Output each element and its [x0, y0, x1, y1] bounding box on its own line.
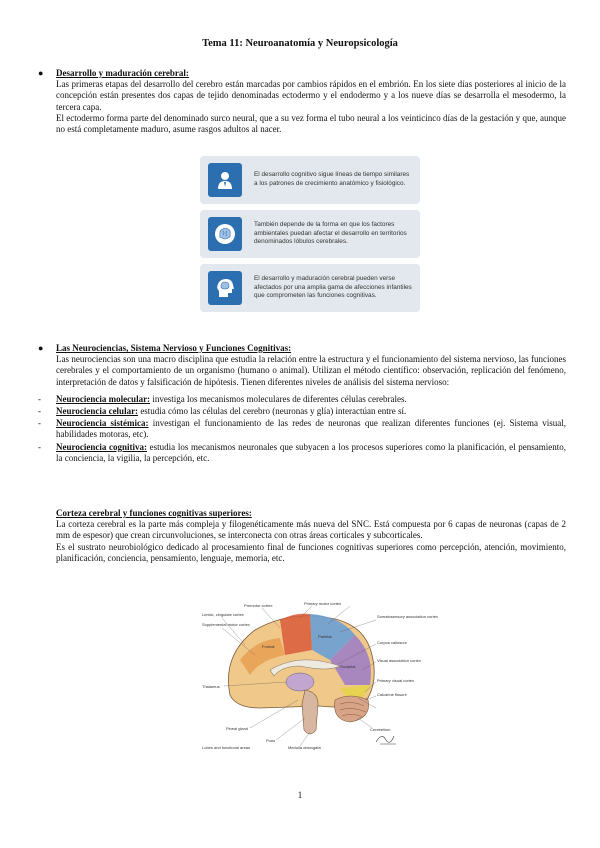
label-pons: Pons: [266, 738, 276, 743]
brain-diagram: [200, 600, 438, 750]
info-card: [200, 210, 420, 258]
page-number: 1: [297, 790, 303, 800]
paragraph: Las neurociencias son una macro disciplina que estudia la relación entre la estructura y el funcionamiento del sistema nervioso, las funciones cerebrales y el comportamiento de un organismo (humano o animal). Utilizan el método científico: observación, replicación del fenómeno, interpretación de datos y falsificación de hipótesis. Tienen diferentes niveles de análisis del sistema nervioso:: [56, 354, 566, 387]
info-card: [200, 156, 420, 204]
brainstem: [302, 690, 318, 734]
section-neuroscience: [38, 343, 566, 465]
dash-marker: -: [38, 418, 41, 429]
neuroscience-levels-list: [38, 394, 566, 464]
cerebellum: [335, 696, 369, 722]
list-term: Neurociencia celular:: [56, 406, 139, 417]
person-icon: [208, 163, 242, 197]
dash-marker: -: [38, 393, 41, 404]
label-somatosensory: Somatosensory association cortex: [377, 614, 438, 619]
section-heading-row: [38, 508, 566, 519]
label-parietal: Parietal: [318, 634, 332, 639]
section-heading-row: [38, 68, 566, 79]
section-development: [38, 68, 566, 135]
list-item: [38, 406, 566, 417]
label-primary-visual: Primary visual cortex: [377, 678, 415, 683]
motor-cortex: [280, 614, 312, 655]
card-text: El desarrollo y maduración cerebral pueden verse afectados por una amplia gama de afecciones infantiles que comprometen las funciones cognitivas.: [254, 275, 412, 300]
paragraph: Es el sustrato neurobiológico dedicado al procesamiento final de funciones cognitivas superiores como percepción, atención, movimiento, planificación, conciencia, pensamiento, lenguaje, memoria, etc.: [56, 541, 566, 563]
info-card: [200, 264, 420, 312]
list-item: [38, 394, 566, 405]
section-heading: Las Neurociencias, Sistema Nervioso y Funciones Cognitivas:: [56, 343, 292, 353]
paragraph: El ectodermo forma parte del denominado surco neural, que a su vez forma el tubo neural a los veinticinco días de la gestación y que, aunque no está completamente maduro, asume rasgos adultos al nacer.: [56, 112, 566, 135]
figure-caption: Lobes and functional areas: [202, 745, 251, 750]
label-calcarine: Calcarine fissure: [377, 692, 407, 697]
label-frontal: Frontal: [262, 644, 275, 649]
signature-mark: [376, 736, 396, 744]
label-supplemental: Supplemental motor cortex: [202, 622, 250, 627]
section-heading-row: [38, 343, 566, 354]
label-thalamus: Thalamus: [202, 684, 220, 689]
dash-marker: -: [38, 441, 41, 452]
label-premotor: Premotor cortex: [244, 603, 273, 608]
label-limbic: Limbic, cingulate cortex: [202, 612, 244, 617]
list-text: investigan el funcionamiento de las redes de neuronas que realizan diferentes funciones (ej. Sistema visual, habilidades motoras, etc).: [56, 418, 566, 440]
dash-marker: -: [38, 406, 41, 417]
list-term: Neurociencia cognitiva:: [56, 441, 147, 452]
info-cards: [200, 156, 420, 318]
label-cerebellum: Cerebellum: [370, 727, 391, 732]
label-primary-motor: Primary motor cortex: [304, 601, 342, 606]
paragraph: Las primeras etapas del desarrollo del cerebro están marcadas por cambios rápidos en el embrión. En los siete días posteriores al inicio de la concepción están presentes dos capas de tejido denominadas ectodermo y el endodermo y a los nueve días se desarrolla el mesodermo, la tercera capa.: [56, 79, 566, 112]
bullet-icon: ●: [38, 343, 44, 353]
label-visual-assoc: Visual association cortex: [377, 658, 421, 663]
label-pineal: Pineal gland: [226, 726, 249, 731]
thalamus: [286, 673, 314, 691]
list-item: [38, 418, 566, 440]
card-text: También depende de la forma en que los factores ambientales puedan afectar el desarrollo en territorios denominados lóbulos cerebrales.: [254, 221, 407, 246]
section-cortex: [38, 508, 566, 564]
list-term: Neurociencia sistémica:: [56, 418, 149, 429]
label-corpus: Corpus callosum: [377, 640, 407, 645]
brain-icon: [208, 217, 242, 251]
page-title: Tema 11: Neuroanatomía y Neuropsicología: [202, 38, 398, 49]
bullet-icon: ●: [38, 68, 44, 78]
section-heading: Corteza cerebral y funciones cognitivas superiores:: [56, 508, 252, 518]
head-brain-icon: [208, 271, 242, 305]
label-medulla: Medulla oblongata: [288, 745, 321, 750]
card-text: El desarrollo cognitivo sigue líneas de tiempo similares a los patrones de crecimiento anatómico y fisiológico.: [254, 171, 410, 187]
label-occipital: Occipital: [340, 664, 356, 669]
paragraph: La corteza cerebral es la parte más compleja y filogenéticamente más nueva del SNC. Está compuesta por 6 capas de neuronas (capas de 2 mm de espesor) que crean circunvoluciones, se interconecta con otras áreas corticales y subcorticales.: [56, 519, 566, 541]
list-term: Neurociencia molecular:: [56, 393, 151, 404]
list-text: estudia cómo las células del cerebro (neuronas y glía) interactúan entre sí.: [138, 406, 407, 417]
section-heading: Desarrollo y maduración cerebral:: [56, 68, 189, 78]
list-text: estudia los mecanismos neuronales que subyacen a los procesos superiores como la planificación, el pensamiento, la conciencia, la vigilia, la percepción, etc.: [56, 441, 566, 463]
list-item: [38, 442, 566, 464]
list-text: investiga los mecanismos moleculares de diferentes células cerebrales.: [150, 393, 407, 404]
